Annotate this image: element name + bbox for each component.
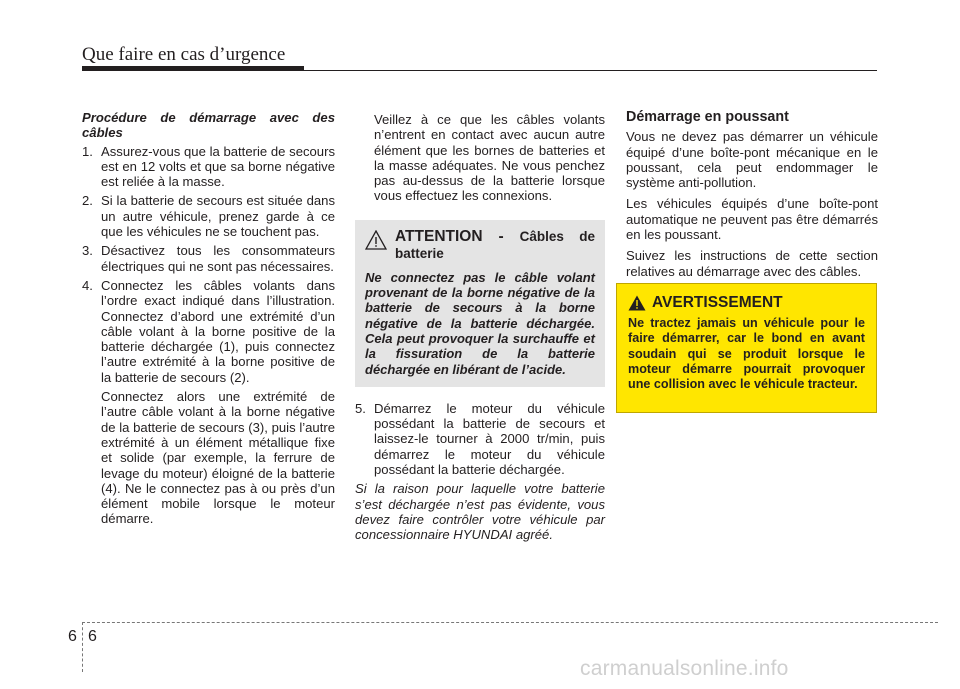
steps-list <box>355 401 605 477</box>
attention-body: Ne connectez pas le câble volant provenant de la borne négative de la batterie de secours à la borne négative de la batterie déchargée. Cela peut provoquer la surchauffe et la fissuration de la batterie déchargée en libérant de l’acide. <box>365 269 595 377</box>
list-item <box>82 243 335 274</box>
body-paragraph: Veillez à ce que les câbles volants n’entrent en contact avec aucun autre élément que les bornes de batteries et la masse adéquates. Ne vous penchez pas au-dessus de la batterie lorsque vous effectuez les connexions. <box>374 112 605 204</box>
step-text: Désactivez tous les consommateurs électriques qui ne sont pas nécessaires. <box>101 243 335 274</box>
attention-title-main: ATTENTION - <box>395 227 504 245</box>
warning-header <box>628 294 865 312</box>
warning-triangle-icon <box>628 295 646 311</box>
body-paragraph: Les véhicules équipés d’une boîte-pont automatique ne peuvent pas être démarrés en les poussant. <box>626 196 878 243</box>
column-1 <box>82 110 335 527</box>
section-heading: Démarrage en poussant <box>626 109 789 125</box>
step-number: 4. <box>82 277 93 293</box>
italic-note: Si la raison pour laquelle votre batterie s’est déchargée n’est pas évidente, vous devez faire contrôler votre véhicule par concessionnaire HYUNDAI agréé. <box>355 481 605 543</box>
attention-box <box>355 220 605 387</box>
footer-divider <box>82 622 83 672</box>
list-item <box>82 278 335 385</box>
body-paragraph: Suivez les instructions de cette section relatives au démarrage avec des câbles. <box>626 248 878 279</box>
header-rule <box>82 66 304 71</box>
step-number: 5. <box>355 400 366 416</box>
steps-list <box>82 144 335 385</box>
warning-body: Ne tractez jamais un véhicule pour le faire démarrer, car le bond en avant soudain qui se produit lorsque le moteur démarre pourrait provoquer une collision avec le véhicule tracteur. <box>628 316 865 392</box>
attention-title-sub: Câbles de batterie <box>395 228 595 261</box>
warning-box <box>616 283 877 413</box>
warning-title: AVERTISSEMENT <box>652 294 783 311</box>
warning-triangle-icon <box>365 230 387 250</box>
chapter-number: 6 <box>68 628 77 645</box>
list-item <box>82 193 335 239</box>
attention-header <box>365 228 595 262</box>
list-item <box>355 401 605 477</box>
column-3 <box>626 110 878 285</box>
body-paragraph: Vous ne devez pas démarrer un véhicule équipé d’une boîte-pont mécanique en le poussant, cela peut endommager le système anti-pollution. <box>626 129 878 191</box>
step-number: 3. <box>82 243 93 259</box>
step-text: Démarrez le moteur du véhicule possédant la batterie de secours et laissez-le tourner à 2000 tr/min, puis démarrez le moteur du véhicule possédant la batterie déchargée. <box>374 400 605 478</box>
step-text: Assurez-vous que la batterie de secours est en 12 volts et que sa borne négative est reliée à la masse. <box>101 143 335 190</box>
step-number: 1. <box>82 143 93 159</box>
page-number: 6 <box>88 628 97 645</box>
procedure-subhead: Procédure de démarrage avec des câbles <box>82 110 335 141</box>
attention-title <box>395 228 595 262</box>
watermark: carmanualsonline.info <box>580 657 789 680</box>
body-paragraph: Connectez alors une extrémité de l’autre câble volant à la borne négative de la batterie de secours (3), puis l’autre extrémité à un élément métallique fixe et solide (par exemple, la ferrure de levage du moteur) éloigné de la batterie (4). Ne le connectez pas à ou près d’un élément mobile lorsque le moteur démarre. <box>101 389 335 527</box>
step-text: Connectez les câbles volants dans l’ordre exact indiqué dans l’illustration. Connectez d’abord une extrémité d’un câble volant à la borne positive de la batterie déchargée (1), puis connectez l’autre extrémité à la borne positive de la batterie de secours (2). <box>101 277 335 385</box>
page-title: Que faire en cas d’urgence <box>82 44 286 65</box>
list-item <box>82 144 335 190</box>
footer-rule <box>82 622 938 623</box>
column-2 <box>355 112 605 543</box>
header-rule-thin <box>300 70 877 71</box>
step-text: Si la batterie de secours est située dans un autre véhicule, prenez garde à ce que les véhicules ne se touchent pas. <box>101 193 335 240</box>
step-number: 2. <box>82 193 93 209</box>
